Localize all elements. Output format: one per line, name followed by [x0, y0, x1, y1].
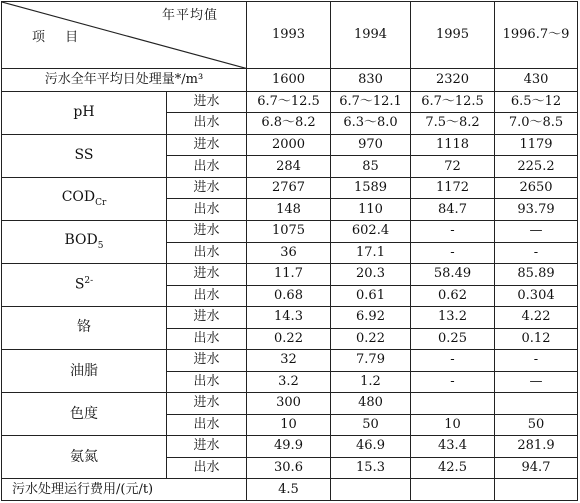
value-cell: 602.4 [331, 221, 411, 243]
param-name-cell [2, 177, 167, 220]
corner-header-bottom: 项 目 [32, 30, 87, 45]
value-cell: 225.2 [495, 156, 578, 178]
param-name: SS [74, 147, 94, 164]
param-name: pH [73, 104, 95, 121]
value-cell: 58.49 [411, 264, 495, 286]
corner-header-cell [2, 2, 247, 69]
value-cell: 49.9 [247, 436, 331, 458]
value-cell: - [411, 221, 495, 243]
volume-value: 830 [331, 69, 411, 91]
value-cell: 10 [247, 414, 331, 436]
value-cell: 1.2 [331, 371, 411, 393]
cost-value: 4.5 [247, 479, 331, 501]
value-cell: 2650 [495, 177, 578, 199]
outflow-label: 出水 [167, 242, 247, 264]
value-cell: — [495, 371, 578, 393]
value-cell: - [495, 350, 578, 372]
param-name-cell [2, 393, 167, 436]
value-cell: 6.3～8.0 [331, 113, 411, 135]
value-cell: 6.92 [331, 307, 411, 329]
value-cell: 0.22 [247, 328, 331, 350]
param-name-cell [2, 436, 167, 479]
param-name: S [74, 276, 85, 293]
param-name: 铬 [77, 319, 91, 336]
outflow-label: 出水 [167, 371, 247, 393]
value-cell: 6.7～12.5 [247, 91, 331, 113]
inflow-label: 进水 [167, 350, 247, 372]
empty-cell [495, 479, 578, 501]
value-cell: 94.7 [495, 457, 578, 479]
year-header: 1996.7～9 [495, 2, 578, 69]
param-name: BOD [64, 231, 98, 248]
param-name-cell [2, 307, 167, 350]
value-cell: 0.304 [495, 285, 578, 307]
value-cell: 84.7 [411, 199, 495, 221]
value-cell: 93.79 [495, 199, 578, 221]
value-cell: 13.2 [411, 307, 495, 329]
param-name: 油脂 [70, 362, 98, 379]
value-cell: 32 [247, 350, 331, 372]
value-cell: 1179 [495, 134, 578, 156]
volume-value: 1600 [247, 69, 331, 91]
inflow-label: 进水 [167, 307, 247, 329]
value-cell: 46.9 [331, 436, 411, 458]
param-row [2, 307, 578, 329]
value-cell: - [411, 371, 495, 393]
value-cell: 42.5 [411, 457, 495, 479]
param-name-cell [2, 91, 167, 134]
value-cell: 3.2 [247, 371, 331, 393]
value-cell: 20.3 [331, 264, 411, 286]
value-cell: 15.3 [331, 457, 411, 479]
value-cell: 11.7 [247, 264, 331, 286]
value-cell: 0.22 [331, 328, 411, 350]
value-cell: 36 [247, 242, 331, 264]
value-cell: 6.5～12 [495, 91, 578, 113]
param-subscript: 5 [97, 240, 104, 251]
inflow-label: 进水 [167, 177, 247, 199]
param-row [2, 393, 578, 415]
value-cell: 1172 [411, 177, 495, 199]
value-cell: 6.7～12.1 [331, 91, 411, 113]
value-cell: 1075 [247, 221, 331, 243]
value-cell: 0.62 [411, 285, 495, 307]
value-cell: - [411, 350, 495, 372]
param-name-cell [2, 264, 167, 307]
value-cell: 14.3 [247, 307, 331, 329]
volume-value: 2320 [411, 69, 495, 91]
value-cell: 7.5～8.2 [411, 113, 495, 135]
value-cell: 30.6 [247, 457, 331, 479]
value-cell: 2000 [247, 134, 331, 156]
value-cell: 300 [247, 393, 331, 415]
value-cell [411, 393, 495, 415]
value-cell: 1118 [411, 134, 495, 156]
value-cell: 0.25 [411, 328, 495, 350]
value-cell [495, 393, 578, 415]
outflow-label: 出水 [167, 457, 247, 479]
volume-unit: */m³ [174, 71, 204, 87]
param-row [2, 436, 578, 458]
cost-row [2, 479, 578, 501]
value-cell: 110 [331, 199, 411, 221]
value-cell: 50 [331, 414, 411, 436]
inflow-label: 进水 [167, 221, 247, 243]
value-cell: 10 [411, 414, 495, 436]
param-row [2, 350, 578, 372]
value-cell: 4.22 [495, 307, 578, 329]
empty-cell [411, 479, 495, 501]
volume-value: 430 [495, 69, 578, 91]
empty-cell [331, 479, 411, 501]
param-name: 氨氮 [70, 448, 98, 465]
volume-row [2, 69, 578, 91]
year-header: 1995 [411, 2, 495, 69]
param-row [2, 221, 578, 243]
param-name: COD [61, 188, 96, 205]
value-cell: 6.8～8.2 [247, 113, 331, 135]
volume-label: 污水全年平均日处理量 [44, 71, 175, 87]
value-cell: 970 [331, 134, 411, 156]
inflow-label: 进水 [167, 393, 247, 415]
value-cell: 50 [495, 414, 578, 436]
value-cell: 85.89 [495, 264, 578, 286]
header-row [2, 2, 578, 69]
outflow-label: 出水 [167, 328, 247, 350]
year-header: 1993 [247, 2, 331, 69]
value-cell: 1589 [331, 177, 411, 199]
outflow-label: 出水 [167, 414, 247, 436]
volume-label-cell [2, 69, 247, 91]
value-cell: - [411, 242, 495, 264]
inflow-label: 进水 [167, 264, 247, 286]
value-cell: 281.9 [495, 436, 578, 458]
inflow-label: 进水 [167, 134, 247, 156]
value-cell: 2767 [247, 177, 331, 199]
value-cell: 284 [247, 156, 331, 178]
param-row [2, 91, 578, 113]
param-superscript: 2- [84, 276, 94, 287]
value-cell: 43.4 [411, 436, 495, 458]
param-row [2, 264, 578, 286]
value-cell: — [495, 221, 578, 243]
value-cell: 480 [331, 393, 411, 415]
param-subscript: Cr [95, 197, 107, 208]
outflow-label: 出水 [167, 156, 247, 178]
value-cell: 148 [247, 199, 331, 221]
param-name-cell [2, 350, 167, 393]
param-name-cell [2, 221, 167, 264]
value-cell: 17.1 [331, 242, 411, 264]
param-name: 色度 [70, 405, 98, 422]
cost-label: 污水处理运行费用/(元/t) [2, 479, 247, 501]
outflow-label: 出水 [167, 113, 247, 135]
value-cell: - [495, 242, 578, 264]
outflow-label: 出水 [167, 199, 247, 221]
value-cell: 6.7～12.5 [411, 91, 495, 113]
outflow-label: 出水 [167, 285, 247, 307]
param-name-cell [2, 134, 167, 177]
inflow-label: 进水 [167, 91, 247, 113]
param-row [2, 134, 578, 156]
water-quality-table [1, 1, 578, 501]
value-cell: 7.0～8.5 [495, 113, 578, 135]
value-cell: 7.79 [331, 350, 411, 372]
value-cell: 85 [331, 156, 411, 178]
inflow-label: 进水 [167, 436, 247, 458]
value-cell: 0.61 [331, 285, 411, 307]
param-row [2, 177, 578, 199]
value-cell: 0.12 [495, 328, 578, 350]
value-cell: 0.68 [247, 285, 331, 307]
year-header: 1994 [331, 2, 411, 69]
value-cell: 72 [411, 156, 495, 178]
corner-header-top: 年平均值 [162, 8, 219, 23]
